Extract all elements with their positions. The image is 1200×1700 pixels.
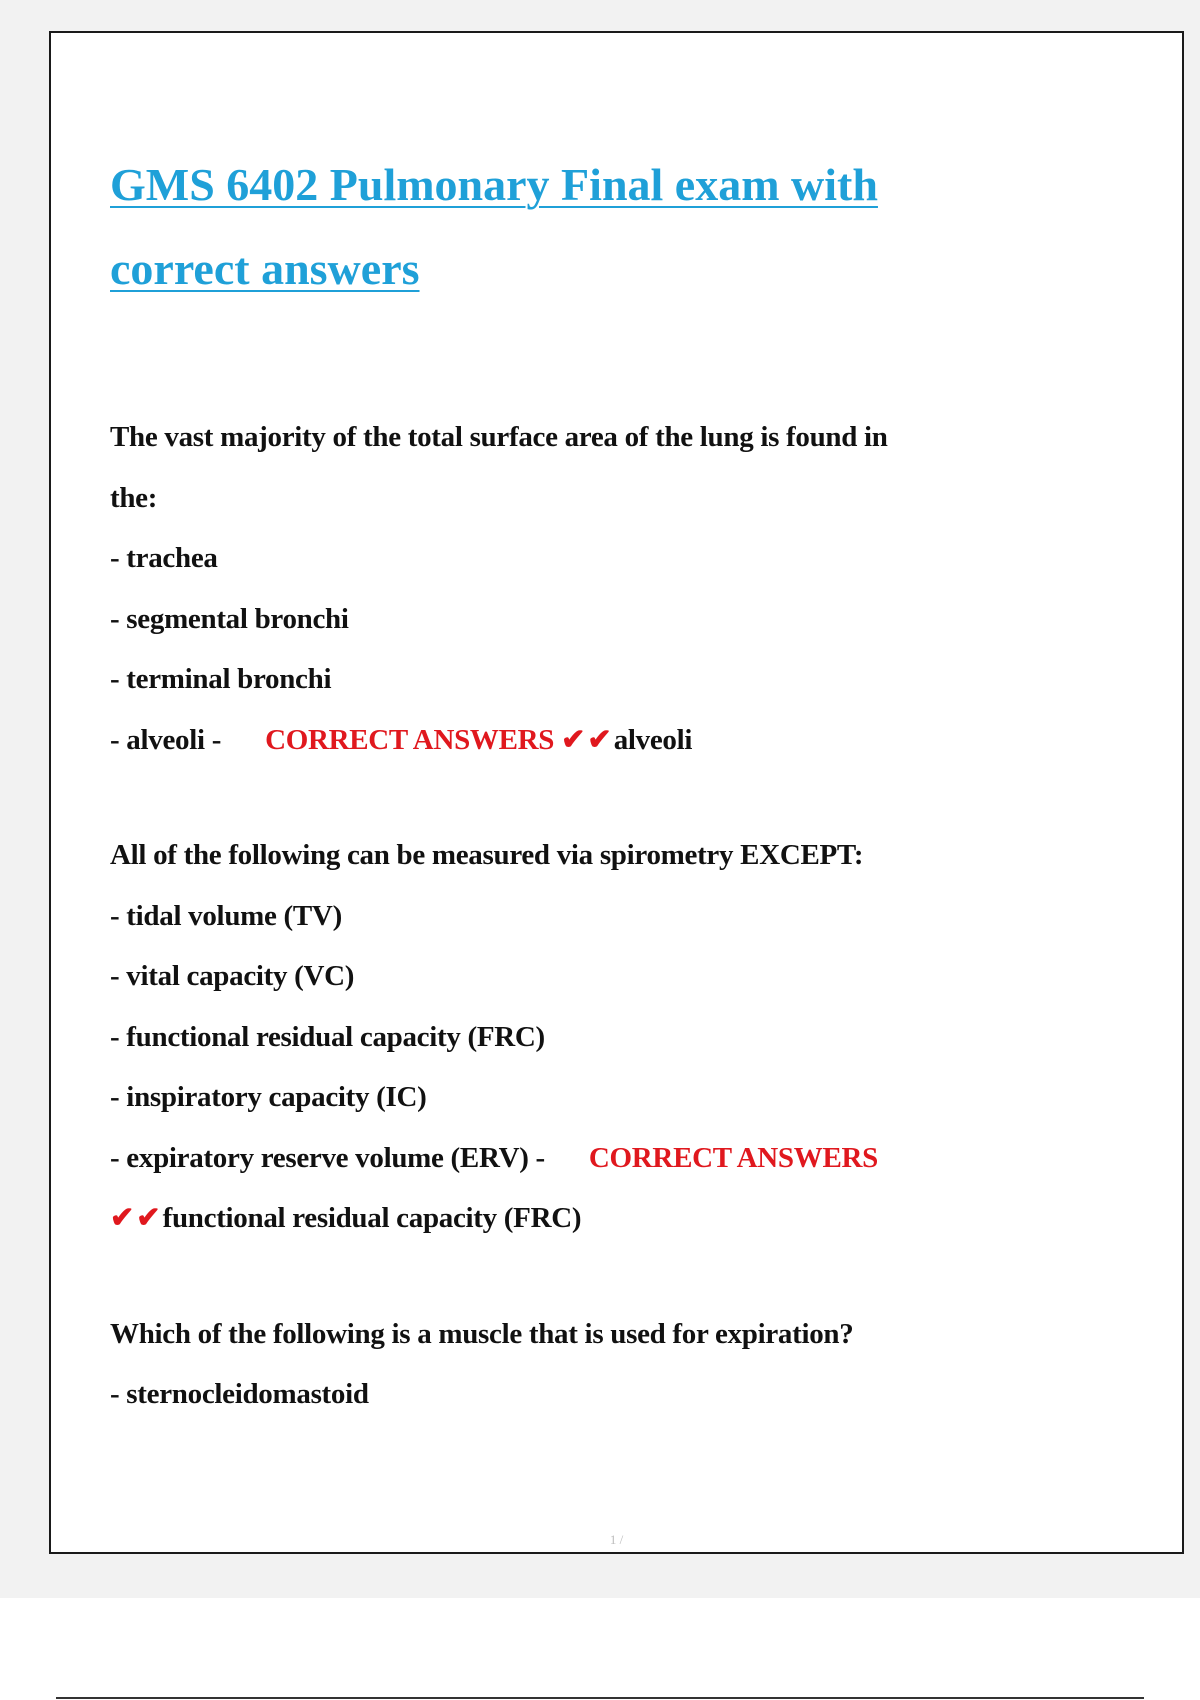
question-stem: Which of the following is a muscle that is used for expiration? (110, 1317, 854, 1350)
option-with-answer (110, 710, 1110, 771)
next-page-preview (0, 1598, 1200, 1700)
option: - alveoli - (110, 723, 222, 756)
option: - trachea (110, 542, 218, 574)
check-marks-icon: ✔✔ (561, 723, 614, 756)
document-page (49, 31, 1184, 1554)
question-stem-continued: the: (110, 481, 158, 514)
option: - expiratory reserve volume (ERV) - (110, 1141, 545, 1174)
divider (56, 1697, 1144, 1699)
page-content (110, 143, 1110, 1425)
option: - tidal volume (TV) (110, 899, 342, 932)
option: - sternocleidomastoid (110, 1378, 369, 1410)
correct-answers-label: CORRECT ANSWERS (588, 1141, 878, 1174)
option-with-answer (110, 1128, 1110, 1189)
question-1 (110, 407, 1110, 770)
title-line-2: correct answers (110, 243, 420, 294)
option: - vital capacity (VC) (110, 960, 355, 992)
question-2 (110, 825, 1110, 1249)
option: - inspiratory capacity (IC) (110, 1081, 427, 1113)
answer-text: functional residual capacity (FRC) (162, 1202, 582, 1234)
question-stem: All of the following can be measured via spirometry EXCEPT: (110, 839, 864, 871)
option: - functional residual capacity (FRC) (110, 1020, 545, 1053)
correct-answers-label: CORRECT ANSWERS (265, 723, 555, 756)
page-number: 1 / (609, 1532, 624, 1547)
answer-text: alveoli (613, 723, 693, 756)
option: - terminal bronchi (110, 663, 332, 695)
question-stem: The vast majority of the total surface area of the lung is found in (110, 421, 888, 453)
check-marks-icon: ✔✔ (110, 1202, 163, 1234)
question-3 (110, 1304, 1110, 1425)
document-title (110, 143, 1110, 311)
title-line-1: GMS 6402 Pulmonary Final exam with (110, 159, 878, 210)
option: - segmental bronchi (110, 602, 349, 635)
answer-line (110, 1188, 1110, 1249)
